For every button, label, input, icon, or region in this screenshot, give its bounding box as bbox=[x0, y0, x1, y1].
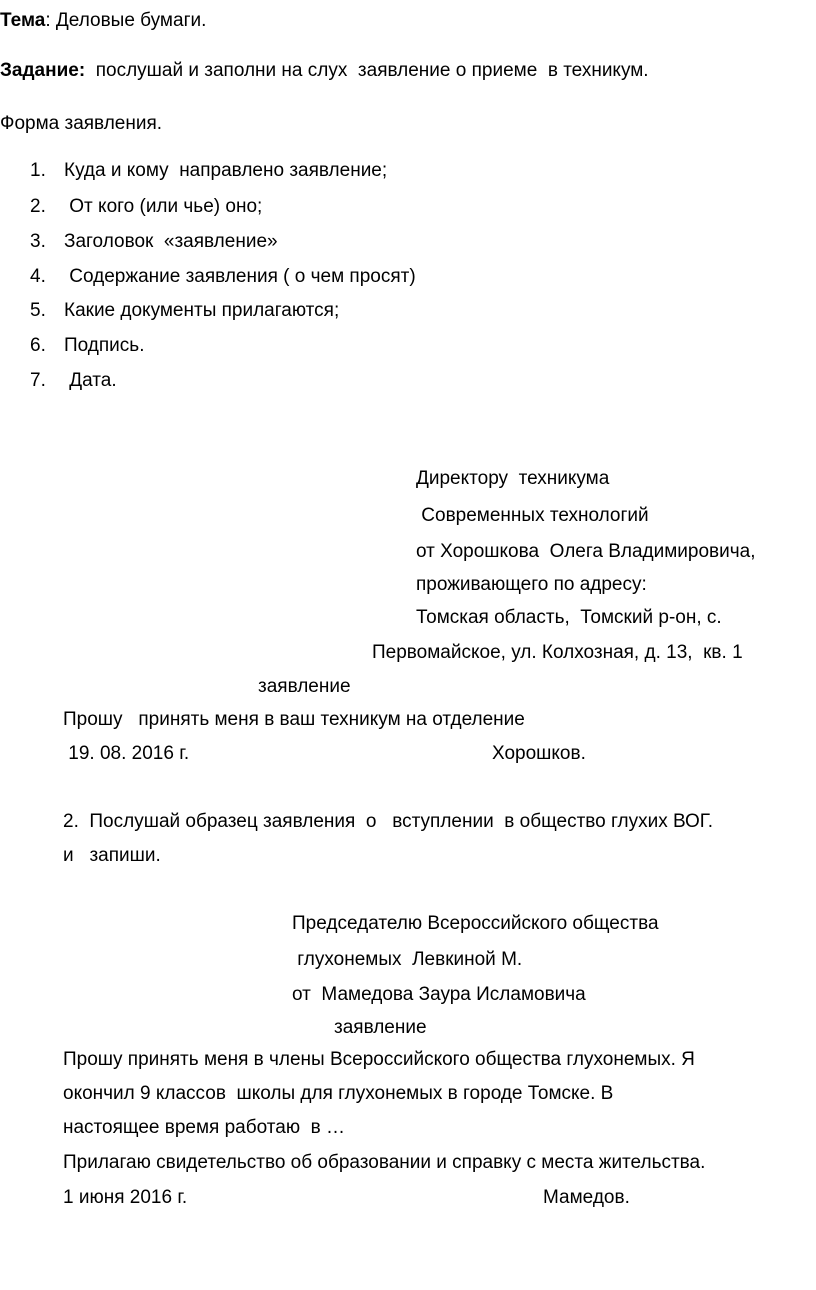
addressee-line: Современных технологий bbox=[416, 505, 649, 526]
application-heading: заявление bbox=[258, 676, 351, 697]
task-line bbox=[0, 60, 649, 83]
addressee-line: Томская область, Томский р-он, с. bbox=[416, 607, 722, 628]
addressee-line: Директору техникума bbox=[416, 468, 610, 489]
list-item: 5. Какие документы прилагаются; bbox=[30, 300, 340, 321]
task-2-line: 2. Послушай образец заявления о вступлении в общество глухих ВОГ. bbox=[63, 811, 714, 832]
task-value: послушай и заполни на слух заявление о приеме в техникум. bbox=[85, 60, 649, 81]
list-item: 2. От кого (или чье) оно; bbox=[30, 196, 263, 217]
application-heading: заявление bbox=[334, 1017, 427, 1038]
form-title: Форма заявления. bbox=[0, 113, 163, 134]
application-signature: Мамедов. bbox=[543, 1187, 630, 1208]
list-item: 7. Дата. bbox=[30, 370, 117, 391]
application-date: 1 июня 2016 г. bbox=[63, 1187, 188, 1208]
application-body: Прошу принять меня в ваш техникум на отделение bbox=[63, 709, 525, 730]
address-continuation: Первомайское, ул. Колхозная, д. 13, кв. 1 bbox=[372, 642, 743, 663]
application-body-line: Прилагаю свидетельство об образовании и справку с места жительства. bbox=[63, 1152, 706, 1173]
addressee-line: Председателю Всероссийского общества bbox=[292, 913, 659, 934]
topic-label: Тема bbox=[0, 10, 46, 31]
task-2-line: и запиши. bbox=[63, 845, 161, 866]
list-item: 6. Подпись. bbox=[30, 335, 145, 356]
task-label: Задание: bbox=[0, 60, 86, 81]
addressee-line: от Мамедова Заура Исламовича bbox=[292, 984, 586, 1005]
application-date: 19. 08. 2016 г. bbox=[63, 743, 190, 764]
application-body-line: Прошу принять меня в члены Всероссийского общества глухонемых. Я bbox=[63, 1049, 695, 1070]
topic-value: : Деловые бумаги. bbox=[45, 10, 207, 31]
addressee-line: от Хорошкова Олега Владимировича, bbox=[416, 541, 756, 562]
list-item: 1. Куда и кому направлено заявление; bbox=[30, 160, 388, 181]
addressee-line: проживающего по адресу: bbox=[416, 574, 647, 595]
application-signature: Хорошков. bbox=[492, 743, 586, 764]
addressee-line: глухонемых Левкиной М. bbox=[292, 949, 523, 970]
topic-line bbox=[0, 10, 206, 33]
list-item: 3. Заголовок «заявление» bbox=[30, 231, 278, 252]
application-body-line: окончил 9 классов школы для глухонемых в городе Томске. В bbox=[63, 1083, 614, 1104]
application-body-line: настоящее время работаю в … bbox=[63, 1117, 345, 1138]
list-item: 4. Содержание заявления ( о чем просят) bbox=[30, 266, 416, 287]
